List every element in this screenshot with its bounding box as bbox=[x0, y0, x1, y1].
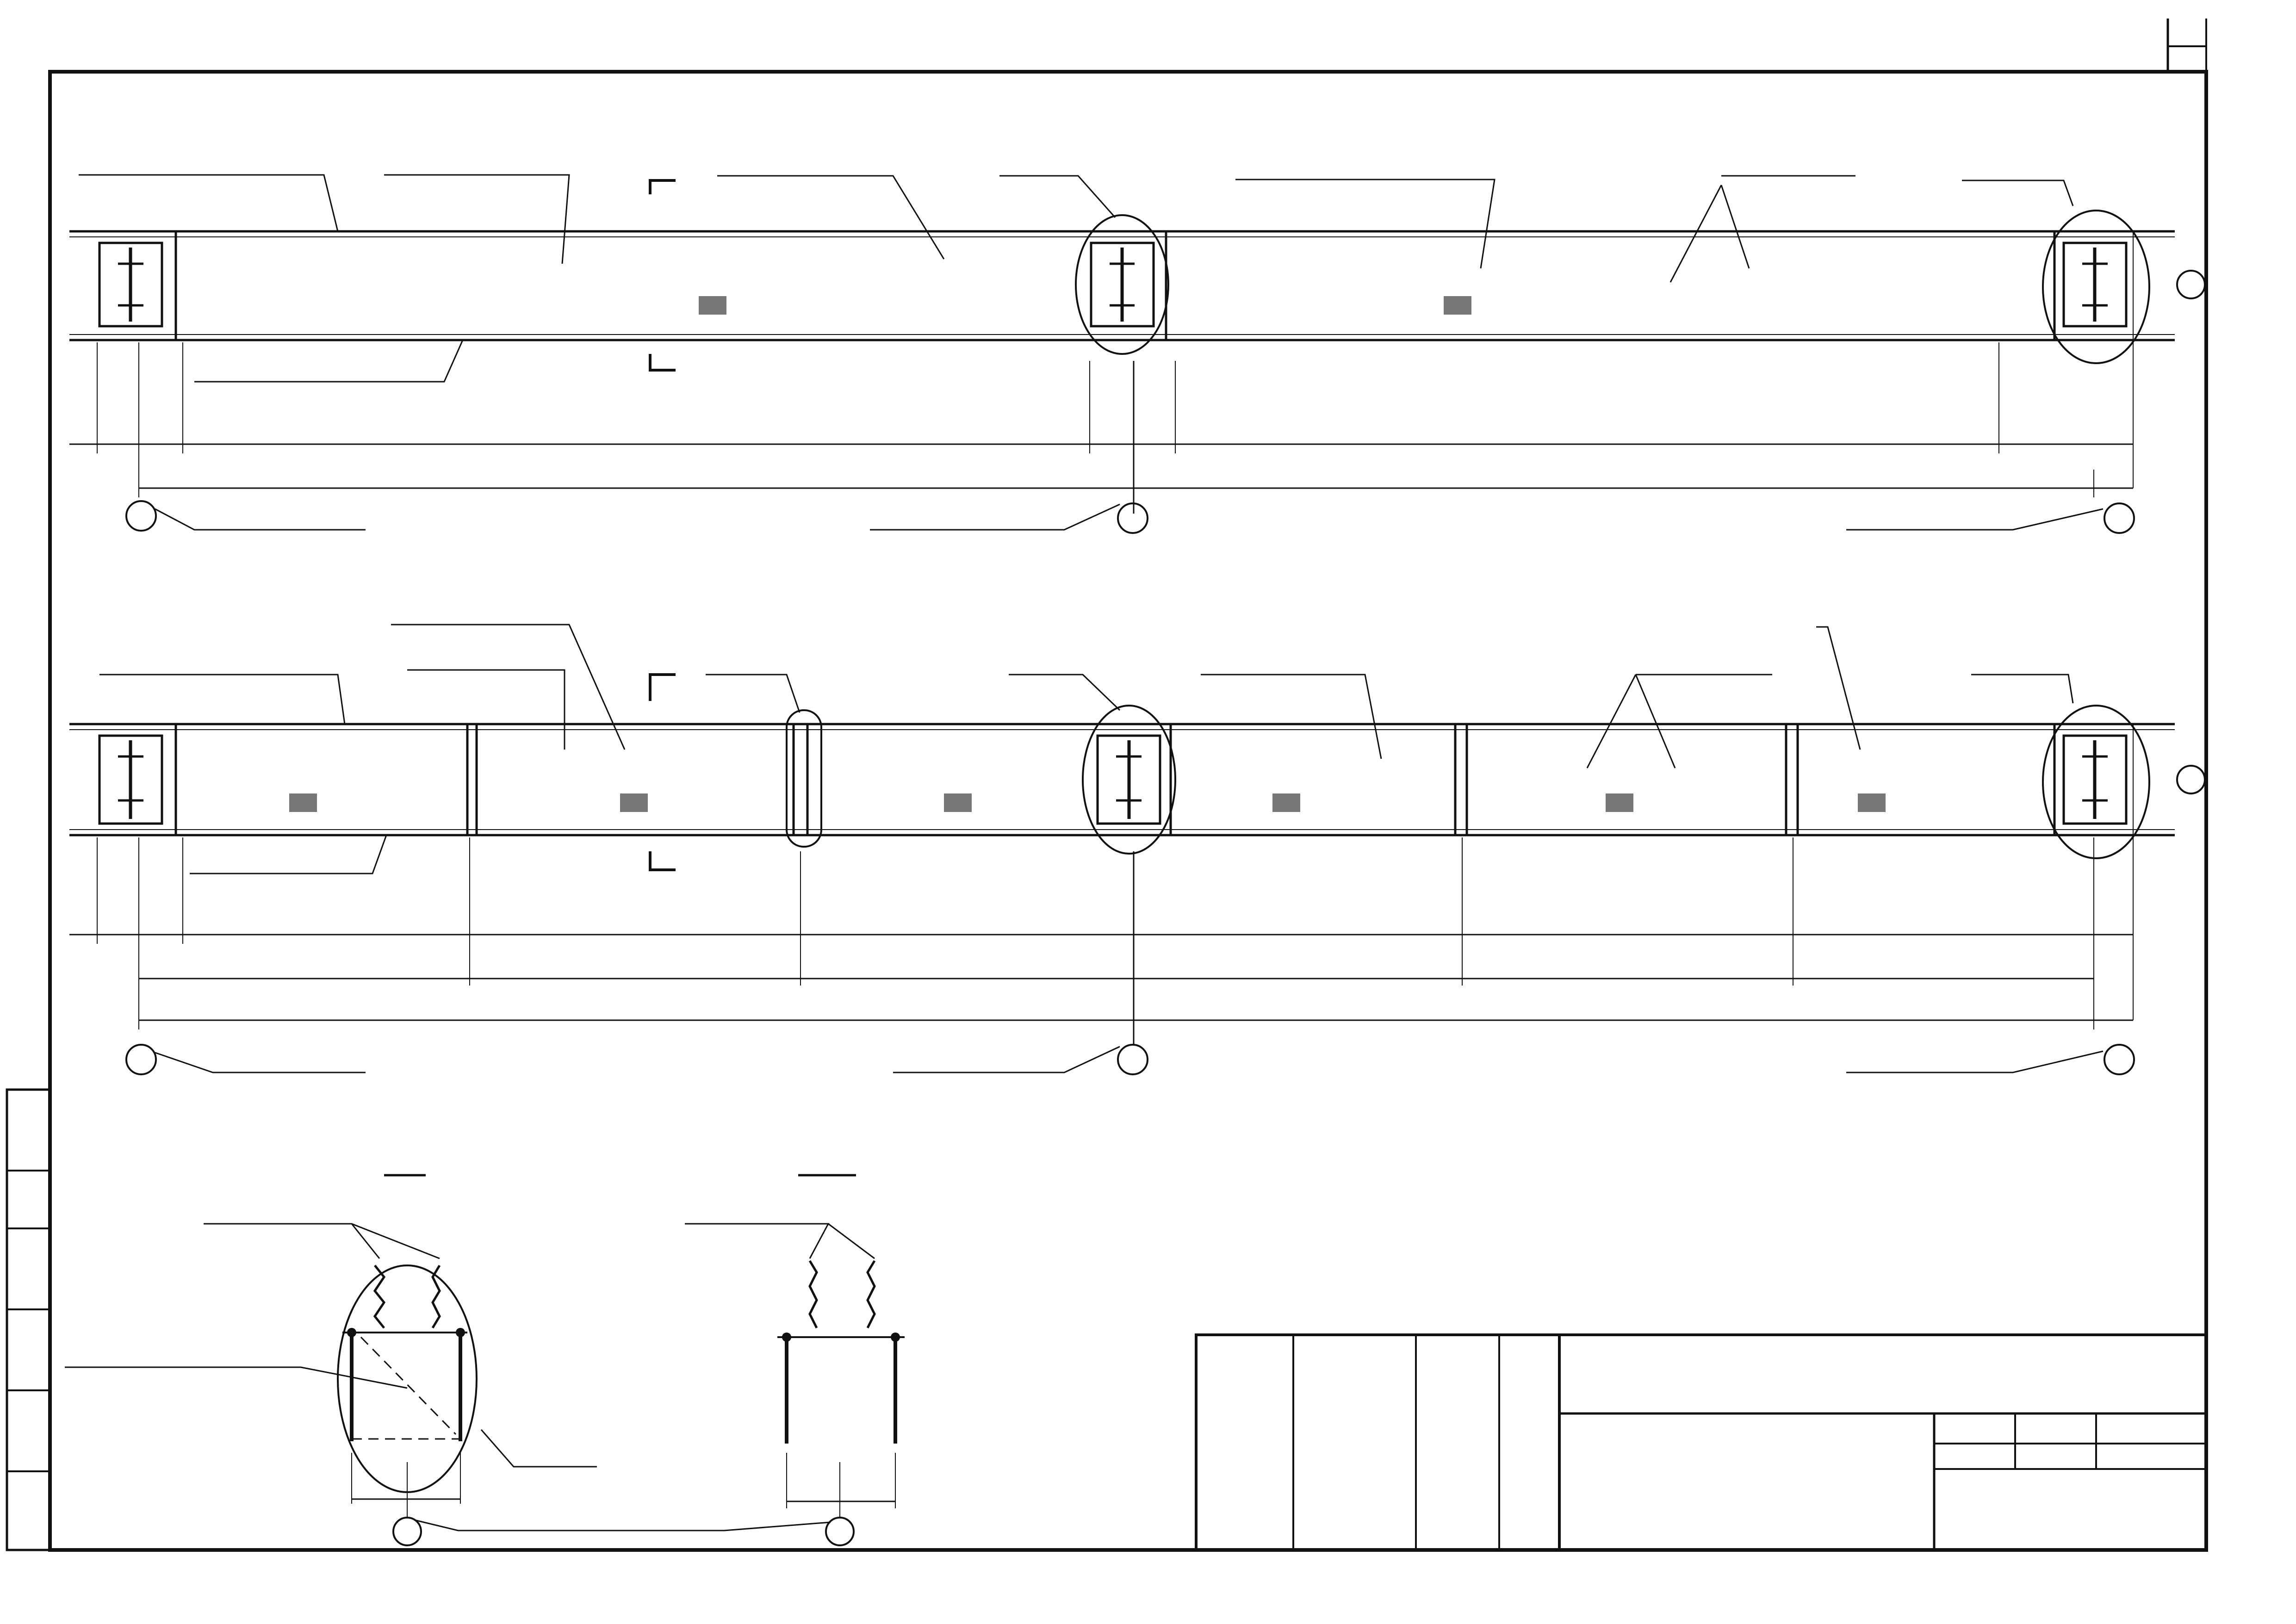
variant1-dimensions bbox=[69, 231, 2133, 514]
variant1-section-mark-top bbox=[650, 180, 676, 194]
fence-label-1 bbox=[204, 1224, 440, 1258]
variant2-section-mark-bottom bbox=[650, 851, 676, 870]
section-1-1-drawing bbox=[338, 1265, 477, 1545]
section-2-2-drawing bbox=[777, 1261, 905, 1545]
variant2-axis-beam-top-label bbox=[99, 675, 345, 724]
variant1-ribbed-steel-label bbox=[384, 175, 569, 264]
variant1-beam bbox=[69, 211, 2205, 363]
variant2-tb-right-label bbox=[1816, 627, 1860, 750]
variant2-beam bbox=[69, 706, 2205, 858]
variant1-node-19-label bbox=[999, 176, 1115, 217]
variant1-column-axes bbox=[126, 501, 2134, 533]
variant1-tb-left-label bbox=[717, 176, 944, 259]
variant2-ribbed-mid-label bbox=[1201, 675, 1381, 759]
fence-label-2 bbox=[685, 1224, 875, 1258]
variant1-tb-right-label bbox=[1235, 180, 1495, 268]
variant2-ribs-label bbox=[1587, 675, 1772, 768]
variant1-axis-beam-top-label bbox=[79, 175, 338, 231]
sheet-frame bbox=[7, 19, 2206, 1550]
variant1-ribs-label bbox=[1670, 176, 1855, 282]
title-block bbox=[1196, 1335, 2206, 1550]
variant2-node-21-label bbox=[1009, 675, 1120, 710]
variant2-dimensions bbox=[69, 724, 2133, 1046]
removable-element-label bbox=[65, 1367, 407, 1388]
variant1-axis-beam-bottom-label bbox=[194, 340, 463, 382]
variant2-section-mark-top bbox=[650, 675, 676, 701]
variant1-node-20-label bbox=[1962, 180, 2073, 206]
variant2-tb-left-label bbox=[391, 625, 625, 750]
variant1-section-mark-bottom bbox=[650, 354, 676, 370]
variant2-ribbed-left-label bbox=[407, 670, 565, 750]
variant2-column-axes bbox=[126, 1045, 2134, 1074]
variant2-node-22-label bbox=[1971, 675, 2073, 703]
variant2-axis-beam-bottom-label bbox=[190, 835, 386, 874]
variant2-node-26-label bbox=[706, 675, 800, 713]
node-32-label bbox=[481, 1430, 597, 1467]
coord-axis-label bbox=[414, 1520, 831, 1531]
